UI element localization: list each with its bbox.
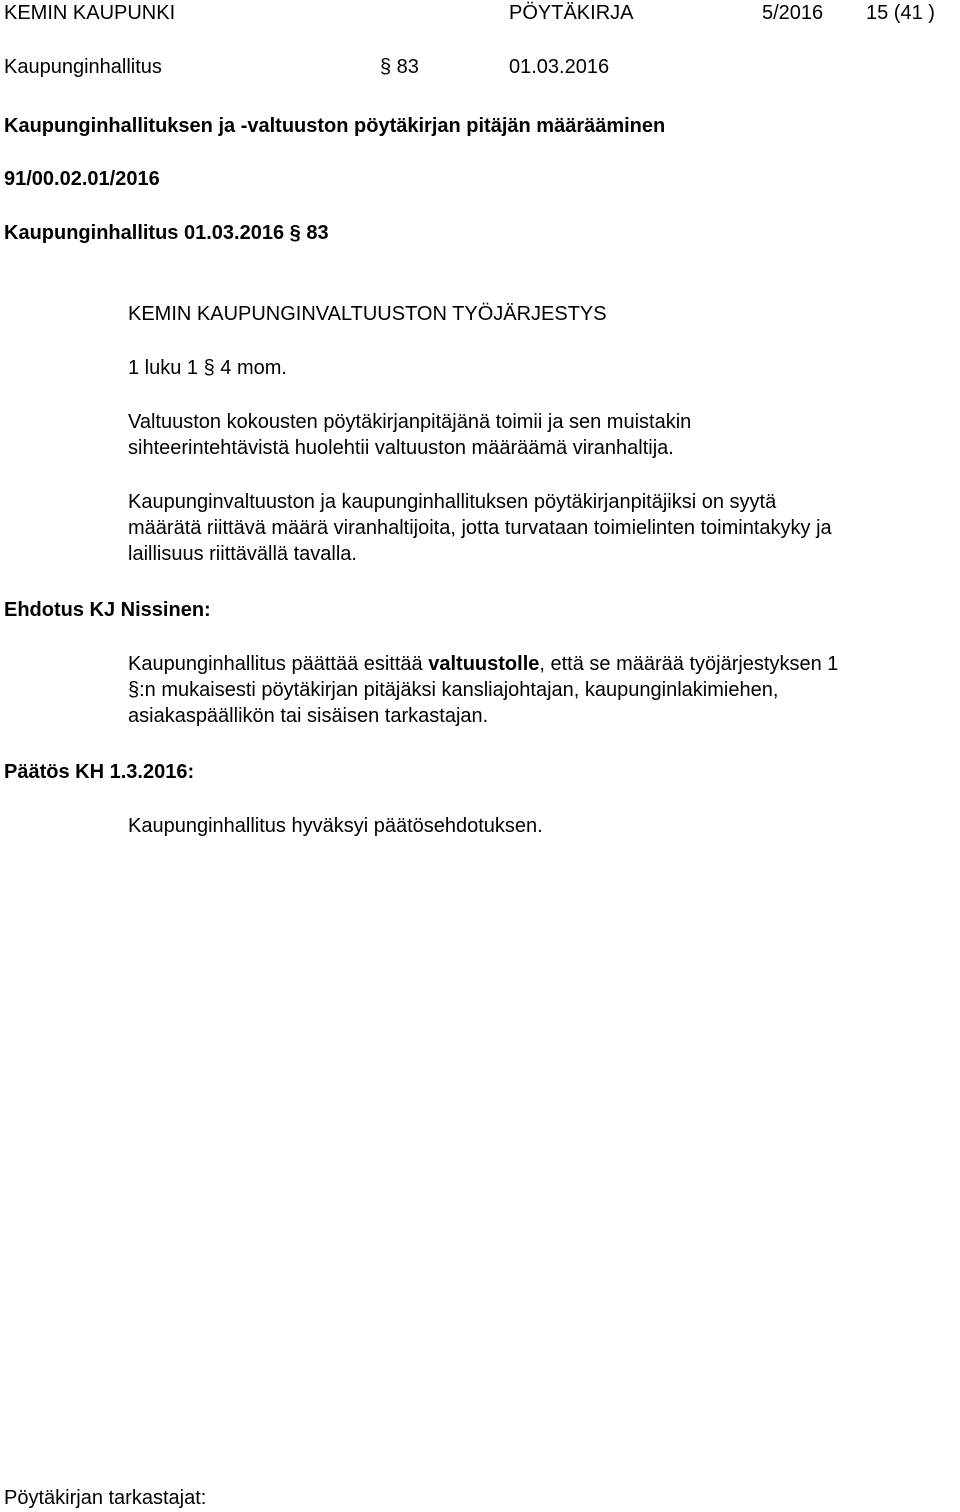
rule-reference: 1 luku 1 § 4 mom.: [128, 357, 287, 379]
decision-label: Päätös KH 1.3.2016:: [4, 761, 195, 783]
paragraph-secretary-duties: [128, 409, 954, 461]
paragraph-line: Valtuuston kokousten pöytäkirjanpitäjänä toimii ja sen muistakin: [128, 411, 692, 433]
proposal-text: [128, 651, 954, 729]
paragraph-secretaries-needed: [128, 489, 954, 567]
paragraph-line: laillisuus riittävällä tavalla.: [128, 543, 357, 565]
proposal-line: §:n mukaisesti pöytäkirjan pitäjäksi kansliajohtajan, kaupunginlakimiehen,: [128, 679, 779, 701]
municipality-name: KEMIN KAUPUNKI: [4, 2, 176, 24]
paragraph-line: Kaupunginvaltuuston ja kaupunginhallituksen pöytäkirjanpitäjiksi on syytä: [128, 491, 777, 513]
proposal-text-bold: valtuustolle: [428, 653, 540, 675]
header-section: § 83: [380, 56, 419, 78]
proposal-text-post: , että se määrää työjärjestyksen 1: [539, 653, 839, 675]
paragraph-line: määrätä riittävä määrä viranhaltijoita, jotta turvataan toimielinten toimintakyky ja: [128, 517, 832, 539]
document-number: 5/2016: [762, 2, 824, 24]
meeting-reference: Kaupunginhallitus 01.03.2016 § 83: [4, 222, 329, 244]
proposal-text-pre: Kaupunginhallitus päättää esittää: [128, 653, 429, 675]
proposal-line: asiakaspäällikön tai sisäisen tarkastajan.: [128, 705, 489, 727]
record-id: 91/00.02.01/2016: [4, 168, 160, 190]
footer-reviewers-label: Pöytäkirjan tarkastajat:: [4, 1487, 207, 1509]
header-body-name: Kaupunginhallitus: [4, 56, 162, 78]
page-number: 15 (41 ): [866, 2, 935, 24]
page-title: Kaupunginhallituksen ja -valtuuston pöytäkirjan pitäjän määrääminen: [4, 115, 666, 137]
header-date: 01.03.2016: [509, 56, 610, 78]
decision-text: Kaupunginhallitus hyväksyi päätösehdotuksen.: [128, 815, 543, 837]
section-heading: KEMIN KAUPUNGINVALTUUSTON TYÖJÄRJESTYS: [128, 303, 607, 325]
paragraph-line: sihteerintehtävistä huolehtii valtuuston määräämä viranhaltija.: [128, 437, 674, 459]
proposal-label: Ehdotus KJ Nissinen:: [4, 599, 211, 621]
document-type: PÖYTÄKIRJA: [509, 2, 634, 24]
proposal-line: [128, 651, 954, 677]
